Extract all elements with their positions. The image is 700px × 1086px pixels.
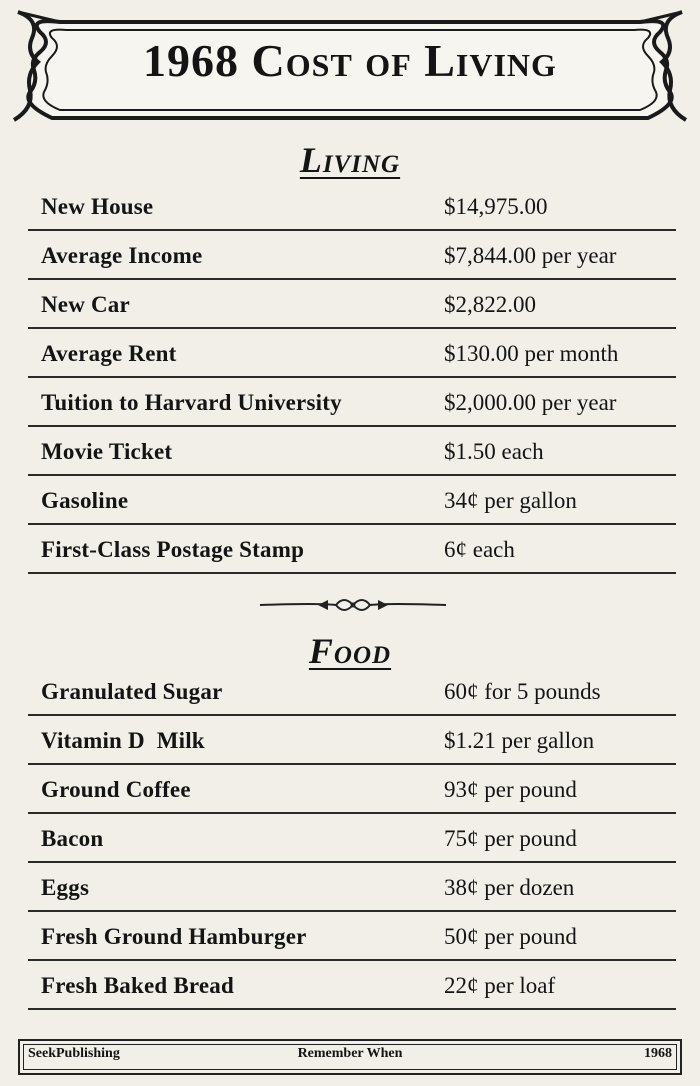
- item-label: Granulated Sugar: [41, 679, 223, 704]
- item-label: Movie Ticket: [41, 439, 173, 464]
- item-price: 93¢ per pound: [444, 777, 577, 802]
- table-row: [28, 231, 676, 280]
- page-title: 1968 Cost of Living: [143, 35, 557, 86]
- table-row: [28, 378, 676, 427]
- table-row: [28, 912, 676, 961]
- table-row: [28, 427, 676, 476]
- item-label: New Car: [41, 292, 130, 317]
- item-label: Eggs: [41, 875, 90, 900]
- item-price: $2,000.00 per year: [444, 390, 617, 415]
- item-label: Tuition to Harvard University: [41, 390, 342, 415]
- flourish-divider-icon: [258, 593, 448, 617]
- item-label: Average Income: [41, 243, 203, 268]
- footer-publisher: SeekPublishing: [28, 1046, 120, 1061]
- item-price: $1.21 per gallon: [444, 728, 595, 753]
- table-row: [28, 525, 676, 574]
- food-heading: [0, 633, 700, 669]
- title-banner: [0, 0, 700, 140]
- footer-series: Remember When: [297, 1046, 403, 1061]
- item-price: $14,975.00: [444, 194, 548, 219]
- table-row: [28, 667, 676, 716]
- table-row: [28, 716, 676, 765]
- table-row: [28, 182, 676, 231]
- table-row: [28, 280, 676, 329]
- item-label: Gasoline: [41, 488, 129, 513]
- living-table: [28, 182, 676, 574]
- item-label: Fresh Ground Hamburger: [41, 924, 307, 949]
- table-row: [28, 329, 676, 378]
- footer-year: 1968: [644, 1046, 672, 1061]
- item-price: 6¢ each: [444, 537, 515, 562]
- table-row: [28, 814, 676, 863]
- item-price: $2,822.00: [444, 292, 536, 317]
- table-row: [28, 863, 676, 912]
- footer-bar: [18, 1039, 682, 1075]
- item-label: Average Rent: [41, 341, 177, 366]
- item-label: Bacon: [41, 826, 104, 851]
- living-heading: [0, 142, 700, 178]
- item-price: $7,844.00 per year: [444, 243, 617, 268]
- item-label: Fresh Baked Bread: [41, 973, 234, 998]
- item-price: 50¢ per pound: [444, 924, 577, 949]
- item-price: $1.50 each: [444, 439, 544, 464]
- item-label: Vitamin D Milk: [41, 728, 205, 753]
- item-price: 60¢ for 5 pounds: [444, 679, 601, 704]
- food-table: [28, 667, 676, 1010]
- table-row: [28, 765, 676, 814]
- item-label: New House: [41, 194, 154, 219]
- item-price: 38¢ per dozen: [444, 875, 575, 900]
- item-price: $130.00 per month: [444, 341, 619, 366]
- table-row: [28, 476, 676, 525]
- item-price: 34¢ per gallon: [444, 488, 577, 513]
- item-label: First-Class Postage Stamp: [41, 537, 305, 562]
- item-label: Ground Coffee: [41, 777, 191, 802]
- item-price: 22¢ per loaf: [444, 973, 556, 998]
- table-row: [28, 961, 676, 1010]
- food-heading-text: Food: [308, 631, 392, 671]
- living-heading-text: Living: [299, 140, 401, 180]
- item-price: 75¢ per pound: [444, 826, 577, 851]
